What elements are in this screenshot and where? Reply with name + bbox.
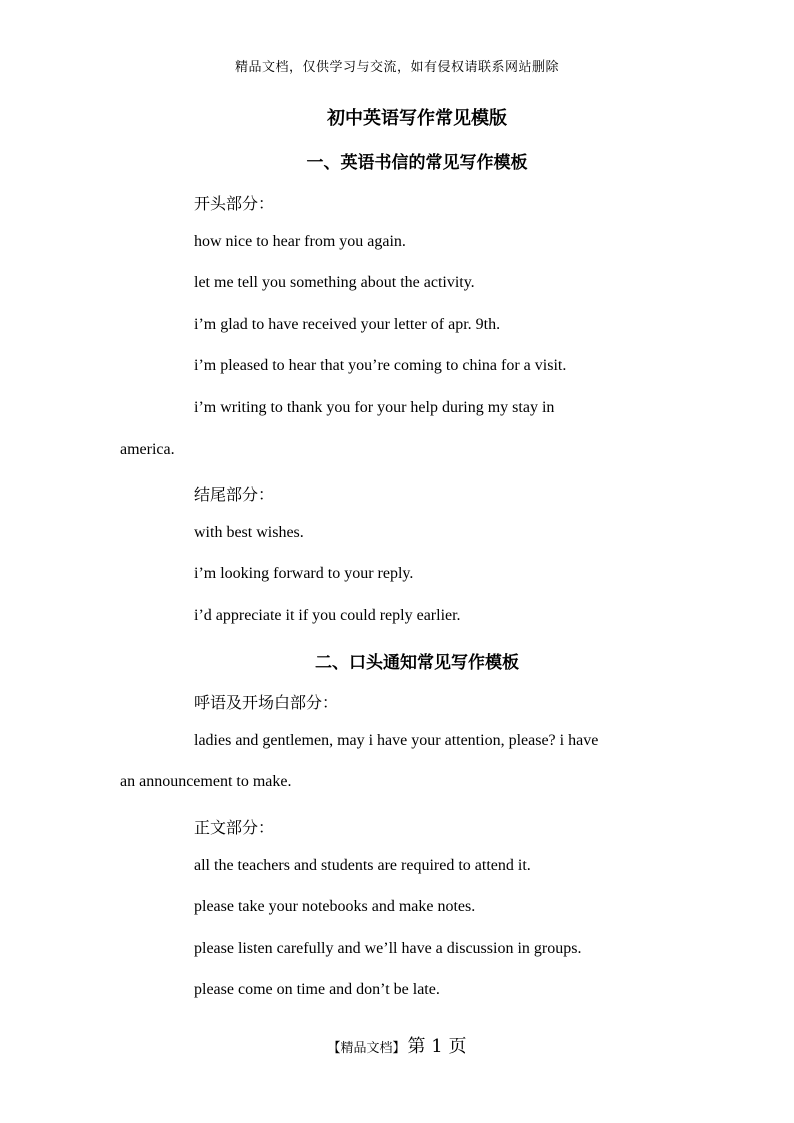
opening-line-wrap: america. [120,441,175,458]
greeting-line-wrap: an announcement to make. [120,773,292,790]
page-footer [0,1032,794,1058]
page-number-label: 第 1 页 [407,1036,467,1057]
greeting-line: ladies and gentlemen, may i have your attention, please? i have [194,732,599,749]
body-line: please come on time and don’t be late. [194,981,440,998]
opening-line: i’m writing to thank you for your help during my stay in [194,399,555,416]
body-line: all the teachers and students are required to attend it. [194,857,531,874]
opening-label: 开头部分： [194,194,275,213]
closing-line: with best wishes. [194,524,304,541]
greeting-label: 呼语及开场白部分： [194,693,339,712]
body-line: please listen carefully and we’ll have a discussion in groups. [194,940,582,957]
body-line: please take your notebooks and make notes. [194,898,476,915]
opening-line: let me tell you something about the activity. [194,274,475,291]
closing-label: 结尾部分： [194,485,275,504]
body-label: 正文部分： [194,818,275,837]
opening-line: how nice to hear from you again. [194,233,406,250]
opening-line: i’m pleased to hear that you’re coming to china for a visit. [194,357,567,374]
header-note: 精品文档，仅供学习与交流，如有侵权请联系网站删除 [234,60,559,75]
closing-line: i’m looking forward to your reply. [194,565,414,582]
document-title: 初中英语写作常见模版 [327,108,507,129]
footer-tag: 【精品文档】 [327,1041,406,1056]
closing-line: i’d appreciate it if you could reply earlier. [194,607,461,624]
section-heading-announcements: 二、口头通知常见写作模板 [315,653,519,673]
opening-line: i’m glad to have received your letter of apr. 9th. [194,316,501,333]
section-heading-letters: 一、英语书信的常见写作模板 [306,153,528,173]
